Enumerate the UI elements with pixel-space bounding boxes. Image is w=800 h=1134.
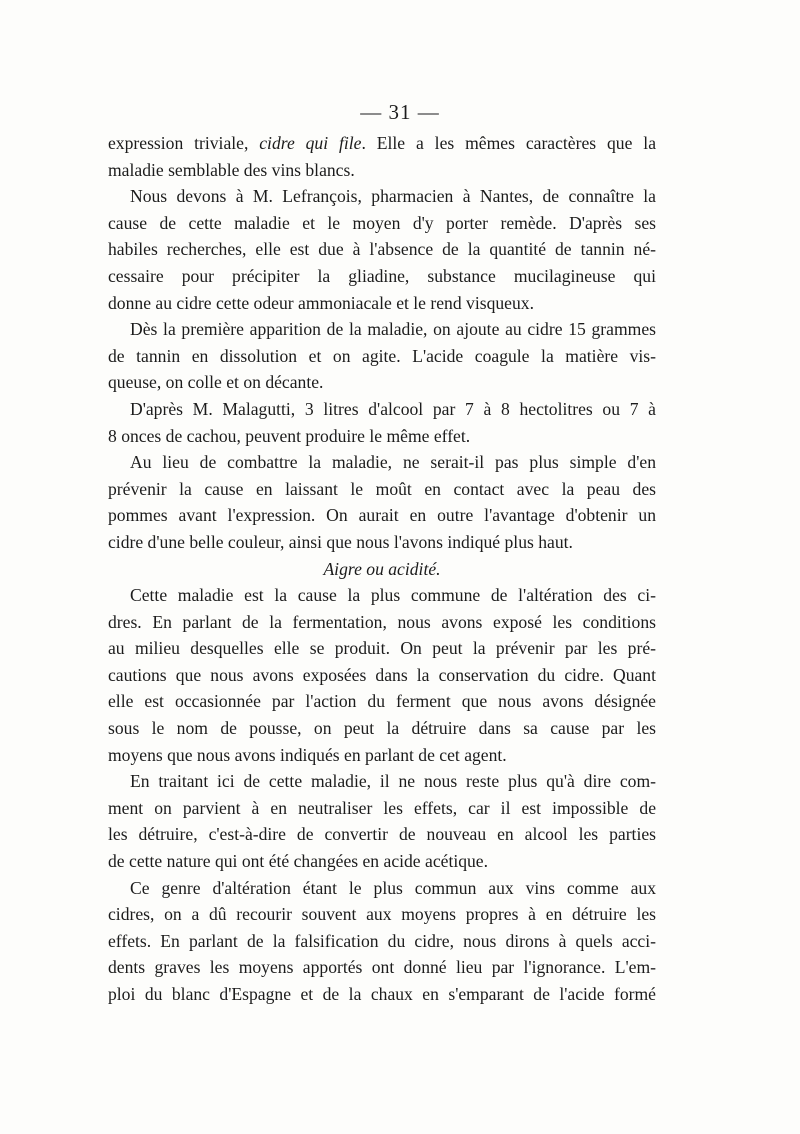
text-line: ment on parvient à en neutraliser les effets, car il est impossible de: [108, 797, 656, 818]
paragraphs-after-heading: [108, 582, 656, 1008]
text-line: Cette maladie est la cause la plus commune de l'altération des ci-: [130, 585, 656, 606]
body-text: [108, 130, 656, 1008]
text-line: cause de cette maladie et le moyen d'y porter remède. D'après ses: [108, 212, 656, 233]
text-line: cautions que nous avons exposées dans la conservation du cidre. Quant: [108, 664, 656, 685]
page-number: — 31 —: [360, 100, 440, 124]
text-line: 8 onces de cachou, peuvent produire le même effet.: [108, 425, 471, 446]
text-line: D'après M. Malagutti, 3 litres d'alcool par 7 à 8 hectolitres ou 7 à: [130, 398, 656, 419]
text-line: dents graves les moyens apportés ont donné lieu par l'ignorance. L'em-: [108, 957, 656, 978]
text-line: au milieu desquelles elle se produit. On peut la prévenir par les pré-: [108, 638, 656, 659]
text-line: prévenir la cause en laissant le moût en contact avec la peau des: [108, 478, 656, 499]
text-line: maladie semblable des vins blancs.: [108, 159, 355, 180]
paragraphs-before-heading: [108, 130, 656, 556]
text-line: pommes avant l'expression. On aurait en outre l'avantage d'obtenir un: [108, 505, 656, 526]
text-line: Dès la première apparition de la maladie, on ajoute au cidre 15 grammes: [130, 319, 656, 340]
section-heading: Aigre ou acidité.: [323, 558, 441, 579]
text-line: sous le nom de pousse, on peut la détruire dans sa cause par les: [108, 718, 656, 739]
text-line: elle est occasionnée par l'action du ferment que nous avons désignée: [108, 691, 656, 712]
text-line: effets. En parlant de la falsification du cidre, nous dirons à quels acci-: [108, 930, 656, 951]
text-line: de cette nature qui ont été changées en acide acétique.: [108, 851, 489, 872]
text-line: Nous devons à M. Lefrançois, pharmacien à Nantes, de connaître la: [130, 186, 656, 207]
text-line: ploi du blanc d'Espagne et de la chaux en s'emparant de l'acide formé: [108, 984, 656, 1004]
text-line: expression triviale, cidre qui file. Elle a les mêmes caractères que la: [108, 133, 656, 153]
text-line: donne au cidre cette odeur ammoniacale et le rend visqueux.: [108, 292, 534, 313]
text-line: cidres, on a dû recourir souvent aux moyens propres à en détruire les: [108, 904, 656, 925]
text-line: habiles recherches, elle est due à l'absence de la quantité de tannin né-: [108, 239, 656, 260]
text-line: moyens que nous avons indiqués en parlant de cet agent.: [108, 744, 507, 765]
text-line: cidre d'une belle couleur, ainsi que nous l'avons indiqué plus haut.: [108, 531, 573, 552]
text-line: Au lieu de combattre la maladie, ne serait-il pas plus simple d'en: [130, 452, 656, 473]
text-line: Ce genre d'altération étant le plus commun aux vins comme aux: [130, 877, 656, 898]
text-line: les détruire, c'est-à-dire de convertir de nouveau en alcool les parties: [108, 824, 656, 845]
text-line: cessaire pour précipiter la gliadine, substance mucilagineuse qui: [108, 265, 656, 286]
text-line: de tannin en dissolution et on agite. L'acide coagule la matière vis-: [108, 345, 656, 366]
text-line: queuse, on colle et on décante.: [108, 372, 324, 393]
text-line: dres. En parlant de la fermentation, nous avons exposé les conditions: [108, 611, 656, 632]
text-line: En traitant ici de cette maladie, il ne nous reste plus qu'à dire com-: [130, 771, 656, 792]
